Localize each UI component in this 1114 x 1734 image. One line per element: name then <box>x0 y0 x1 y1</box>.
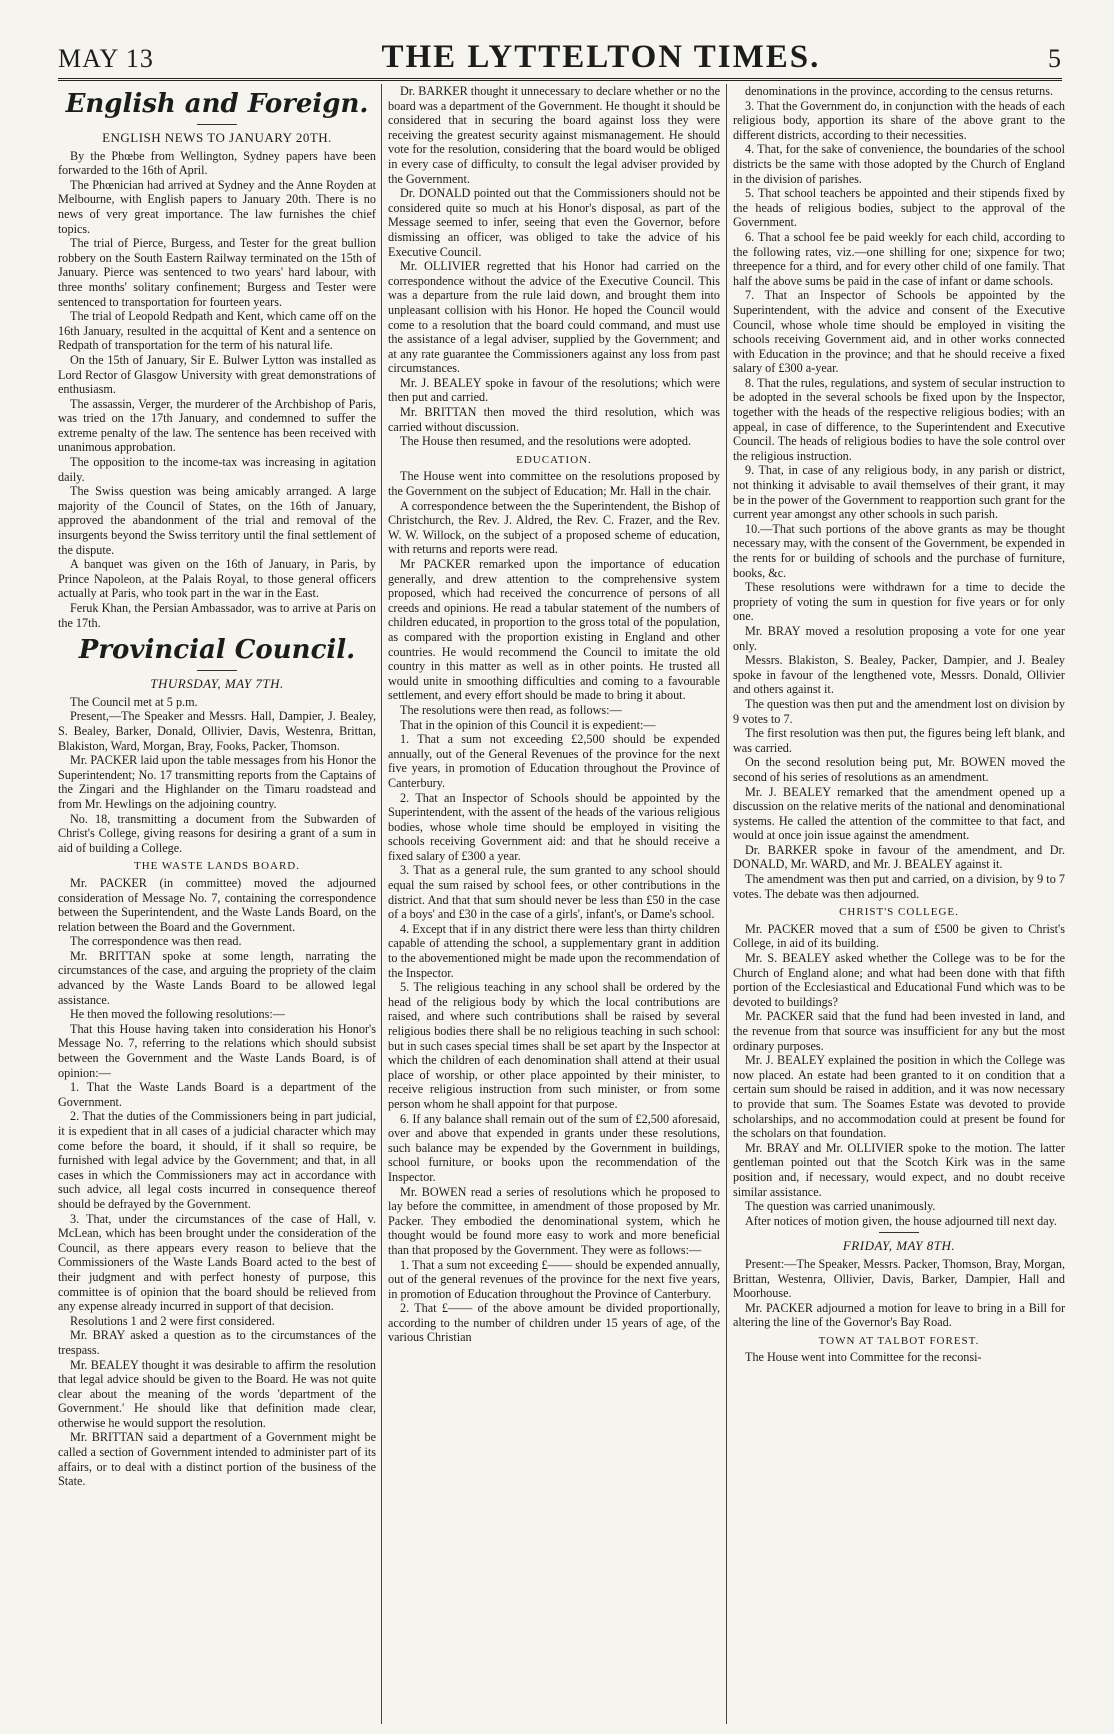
column-rule <box>381 84 382 1724</box>
column-rule <box>726 84 727 1724</box>
paragraph: Mr. BRAY asked a question as to the circumstances of the trespass. <box>58 1328 376 1357</box>
subheading: CHRIST'S COLLEGE. <box>839 906 959 919</box>
paragraph: 2. That the duties of the Commissioners being in part judicial, it is expedient that in all cases of a judicial character which may come before the board, it should, if it shall so require, be furnished with legal advice by the Government; and that, in all cases in which the Commissioners may act in accordance with such advice, all legal costs incurred in consequence thereof should be defrayed by the Government. <box>58 1109 376 1211</box>
section-title: English and Foreign. <box>65 89 369 119</box>
paragraph: 8. That the rules, regulations, and system of secular instruction to be adopted in the several schools be fixed upon by the Inspector, together with the heads of the respective religious bodies; with an appeal, in case of difference, to the Superintendent and Executive Council. The heads of religious bodies to have the sole control over the religious instruction. <box>733 375 1065 463</box>
paragraph: No. 18, transmitting a document from the Subwarden of Christ's College, giving reasons for desiring a grant of a sum in aid of building a College. <box>58 811 376 855</box>
paragraph: 6. If any balance shall remain out of the sum of £2,500 aforesaid, over and above that expended in grants under these resolutions, such balance may be expended by the Government in buildings, school furniture, or books upon the recommendation of the Inspector. <box>388 1111 720 1184</box>
divider <box>197 124 237 125</box>
paragraph: Mr. BOWEN read a series of resolutions which he proposed to lay before the committee, in amendment of those proposed by Mr. Packer. They embodied the denominational system, which he thought would be found more easy to work and more beneficial than that proposed by the Government. They were as follows:— <box>388 1184 720 1257</box>
paragraph: A correspondence between the the Superintendent, the Bishop of Christchurch, the Rev. J. Aldred, the Rev. C. Frazer, and the Rev. W. W. Willock, on the subject of a proposed scheme of education, with returns and reports were read. <box>388 498 720 557</box>
paragraph: Mr. BRITTAN said a department of a Government might be called a section of Government intended to administer part of its affairs, or to deal with a distinct portion of the business of the State. <box>58 1430 376 1489</box>
paragraph: 3. That, under the circumstances of the case of Hall, v. McLean, which has been brought under the consideration of the Council, as there appears every reason to believe that the Commissioners of the Waste Lands Board acted to the best of their judgment and with perfect honesty of purpose, this committee is of opinion that the board should be relieved from any expense already incurred in support of that decision. <box>58 1211 376 1314</box>
paragraph: Mr. BEALEY thought it was desirable to affirm the resolution that legal advice should be given to the Board. He was not quite clear about the meaning of the words 'department of the Government.' He should like that definition made clear, otherwise he would support the resolution. <box>58 1357 376 1430</box>
paragraph: denominations in the province, according to the census returns. <box>745 84 1053 98</box>
paragraph: Mr. PACKER adjourned a motion for leave to bring in a Bill for altering the line of the Governor's Bay Road. <box>733 1300 1065 1330</box>
subheading: EDUCATION. <box>516 453 592 466</box>
masthead <box>58 34 1062 81</box>
paragraph: The assassin, Verger, the murderer of the Archbishop of Paris, was tried on the 17th January, and condemned to suffer the extreme penalty of the law. The sentence has been received with unanimous approbation. <box>58 396 376 455</box>
paragraph: Mr. J. BEALEY spoke in favour of the resolutions; which were then put and carried. <box>388 375 720 405</box>
paragraph: Dr. BARKER thought it unnecessary to declare whether or no the board was a department of the Government. He thought it should be considered that in securing the board against loss they were receiving the greatest security against mismanagement. He should vote for the resolution, considering that the board would be obliged in every case of difficulty, to consult the legal adviser provided by the Government. <box>388 84 720 186</box>
paragraph: The Phœnician had arrived at Sydney and the Anne Royden at Melbourne, with English papers to January 20th. There is no news of very great importance. The law furnishes the chief topics. <box>58 177 376 236</box>
paragraph: Resolutions 1 and 2 were first considered. <box>70 1313 275 1328</box>
divider <box>197 670 237 671</box>
paragraph: Mr. PACKER moved that a sum of £500 be given to Christ's College, in aid of its building. <box>733 921 1065 951</box>
paragraph: The House then resumed, and the resolutions were adopted. <box>400 434 692 449</box>
paragraph: Mr. BRAY moved a resolution proposing a vote for one year only. <box>733 623 1065 653</box>
article-heading: ENGLISH NEWS TO JANUARY 20TH. <box>102 130 332 145</box>
paragraph: 5. The religious teaching in any school shall be ordered by the head of the religious body by which the local contributions are raised, and where such contributions shall be raised by several religious bodies there shall be no religious teaching in such school: but in such cases special times shall be set apart by the Inspector at which the children of each denomination shall attend at their usual place of worship, or other place appointed by their minister, to receive religious instruction from such minister, or from some person whom he shall appoint for that purpose. <box>388 980 720 1111</box>
paragraph: 7. That an Inspector of Schools be appointed by the Superintendent, with the advice and consent of the Executive Council, whose whole time should be employed in visiting the schools receiving Government aid, and in other works connected with Education in the province; and that he should receive a fixed salary of £300 a-year. <box>733 288 1065 376</box>
paragraph: 1. That a sum not exceeding £2,500 should be expended annually, out of the General Revenues of the province for the next five years, in promotion of Education throughout the Province of Canterbury. <box>388 732 720 790</box>
paragraph: 2. That £—— of the above amount be divided proportionally, according to the number of children under 15 years of age, of the various Christian <box>388 1301 720 1345</box>
section-title: Provincial Council. <box>78 635 356 666</box>
paragraph: 2. That an Inspector of Schools should be appointed by the Superintendent, with the assent of the heads of the various religious bodies, whose whole time should be employed in visiting the schools receiving Government aid: and that he should receive a fixed salary of £300 a year. <box>388 790 720 863</box>
paragraph: Mr. PACKER (in committee) moved the adjourned consideration of Message No. 7, containing the correspondence between the Superintendent, and the Waste Lands Board, on the relation between the Board and the Government. <box>58 875 376 934</box>
paragraph: He then moved the following resolutions:— <box>70 1007 285 1022</box>
paragraph: The Council met at 5 p.m. <box>70 694 198 709</box>
paragraph: Mr. BRITTAN spoke at some length, narrating the circumstances of the case, and arguing the propriety of the claim advanced by the Waste Lands Board to be allowed legal assistance. <box>58 948 376 1007</box>
paragraph: Messrs. Blakiston, S. Bealey, Packer, Dampier, and J. Bealey spoke in favour of the lengthened vote, Messrs. Donald, Ollivier and others against it. <box>733 653 1065 697</box>
paragraph: The correspondence was then read. <box>70 934 242 949</box>
paragraph: The question was carried unanimously. <box>745 1199 936 1214</box>
paragraph: The Swiss question was being amicably arranged. A large majority of the Council of States, on the 16th of January, approved the abandonment of the trial and removal of the insurgents beyond the Swiss territory until the final settlement of the dispute. <box>58 484 376 557</box>
paragraph: 1. That a sum not exceeding £—— should be expended annually, out of the general revenues of the province for the next five years, in promotion of Education throughout the Province of Canterbury. <box>388 1257 720 1301</box>
paragraph: The House went into committee on the resolutions proposed by the Government on the subject of Education; Mr. Hall in the chair. <box>388 469 720 499</box>
paragraph: Mr. PACKER said that the fund had been invested in land, and the revenue from that source was insufficient for any but the most ordinary purposes. <box>733 1009 1065 1053</box>
paragraph: The resolutions were then read, as follows:— <box>400 702 622 717</box>
paragraph: That this House having taken into consideration his Honor's Message No. 7, referring to the relations which should subsist between the Government and the Waste Lands Board, is of opinion:— <box>58 1021 376 1080</box>
paragraph: 6. That a school fee be paid weekly for each child, according to the following rates, viz.—one shilling for one; sixpence for two; threepence for a third, and for every other child of one family. That half the above sums be paid in the case of infant or dame schools. <box>733 229 1065 288</box>
paragraph: Dr. DONALD pointed out that the Commissioners should not be considered quite so much at his Honor's disposal, as part of the Message seemed to infer, seeing that even the Governor, before dismissing an officer, was obliged to take the advice of his Executive Council. <box>388 186 720 259</box>
column-3 <box>733 84 1065 1724</box>
paragraph: These resolutions were withdrawn for a time to decide the propriety of voting the sum in question for five years or for only one. <box>733 580 1065 624</box>
paragraph: Mr. J. BEALEY explained the position in which the College was now placed. An estate had been granted to it on condition that a certain sum should be raised in addition, and it was now necessary to provide that sum. The Soames Estate was devoted to provide scholarships, and no accommodation could at present be found for the scholars on that foundation. <box>733 1053 1065 1141</box>
paragraph: The House went into Committee for the reconsi- <box>745 1350 982 1365</box>
paragraph: The amendment was then put and carried, on a division, by 9 to 7 votes. The debate was then adjourned. <box>733 872 1065 901</box>
paragraph: Mr. J. BEALEY remarked that the amendment opened up a discussion on the relative merits of the national and denominational systems. He called the attention of the committee to that fact, and would at once join issue against the amendment. <box>733 784 1065 843</box>
page-number: 5 <box>1048 44 1062 73</box>
paragraph: On the 15th of January, Sir E. Bulwer Lytton was installed as Lord Rector of Glasgow University with great demonstrations of enthusiasm. <box>58 352 376 397</box>
issue-date: MAY 13 <box>58 44 154 73</box>
paragraph: Mr. OLLIVIER regretted that his Honor had carried on the correspondence without the advice of the Executive Council. This was a departure from the rule laid down, and brought them into unpleasant collision with his Honor. He hoped the Council would come to a resolution that the board could command, and must use the assistance of a legal adviser, supplied by the Government; and at any rate guarantee the Commissioners against any loss from past circumstances. <box>388 259 720 376</box>
paragraph: Mr PACKER remarked upon the importance of education generally, and drew attention to the comprehensive system proposed, which had received the concurrence of persons of all creeds and opinions. He read a tabular statement of the numbers of children educated, in proportion to the gross total of the population, as compared with the proportion existing in England and other countries. He would recommend the Council to imitate the old country in this matter as well as in other points. He trusted all would unite in smoothing difficulties and coming to a favourable settlement, and every effort should be made to bring it about. <box>388 557 720 703</box>
paragraph: On the second resolution being put, Mr. BOWEN moved the second of his series of resolutions as an amendment. <box>733 755 1065 784</box>
paragraph: 3. That as a general rule, the sum granted to any school should equal the sum raised by school fees, or other contributions in the district. And that that sum should never be less than £50 in the case of a boys' and £30 in the case of a girls', infant's, or Dame's school. <box>388 863 720 922</box>
paragraph: Mr. BRAY and Mr. OLLIVIER spoke to the motion. The latter gentleman pointed out that the Scotch Kirk was in the same position and, if necessary, would expect, and no doubt receive similar assistance. <box>733 1140 1065 1199</box>
date-heading: FRIDAY, MAY 8TH. <box>842 1238 956 1254</box>
paragraph: The question was then put and the amendment lost on division by 9 votes to 7. <box>733 696 1065 726</box>
subheading: THE WASTE LANDS BOARD. <box>133 860 301 873</box>
paragraph: Dr. BARKER spoke in favour of the amendment, and Dr. DONALD, Mr. WARD, and Mr. J. BEALEY against it. <box>733 842 1065 872</box>
paragraph: Mr. BRITTAN then moved the third resolution, which was carried without discussion. <box>388 405 720 434</box>
paragraph: Mr. PACKER laid upon the table messages from his Honor the Superintendent; No. 17 transmitting reports from the Captains of the Zingari and the Highlander on the Timaru roadstead and from Mr. Hewlings on the adjoining country. <box>58 753 376 811</box>
paragraph: Feruk Khan, the Persian Ambassador, was to arrive at Paris on the 17th. <box>58 601 376 630</box>
date-heading: THURSDAY, MAY 7TH. <box>150 676 284 692</box>
paragraph: Present,—The Speaker and Messrs. Hall, Dampier, J. Bealey, S. Bealey, Barker, Donald, Ollivier, Davis, Westenra, Brittan, Blakiston, Ward, Morgan, Bray, Fooks, Packer, Thomson. <box>58 709 376 753</box>
paragraph: A banquet was given on the 16th of January, in Paris, by Prince Napoleon, at the Palais Royal, to those general officers actually at Paris, who took part in the war in the East. <box>58 557 376 601</box>
paragraph: 5. That school teachers be appointed and their stipends fixed by the heads of religious bodies, subject to the approval of the Government. <box>733 186 1065 230</box>
paragraph: 4. Except that if in any district there were less than thirty children capable of attending the school, a supplementary grant in addition to the abovementioned might be made upon the recommendation of the Inspector. <box>388 921 720 980</box>
paragraph: The trial of Pierce, Burgess, and Tester for the great bullion robbery on the South Eastern Railway terminated on the 15th of January. Pierce was sentenced to two years' hard labour, with three months' solitary confinement; Burgess and Tester were sentenced to transportation for fourteen years. <box>58 236 376 309</box>
newspaper-title: THE LYTTELTON TIMES. <box>381 39 821 75</box>
paragraph: That in the opinion of this Council it is expedient:— <box>400 717 656 732</box>
paragraph: The first resolution was then put, the figures being left blank, and was carried. <box>733 726 1065 755</box>
divider <box>879 1232 919 1233</box>
paragraph: 4. That, for the sake of convenience, the boundaries of the school districts be the same with those adopted by the Church of England in the division of parishes. <box>733 142 1065 186</box>
subheading: TOWN AT TALBOT FOREST. <box>818 1334 980 1347</box>
column-1 <box>58 84 376 1724</box>
paragraph: 3. That the Government do, in conjunction with the heads of each religious body, apportion its share of the above grant to the different districts, according to their necessities. <box>733 98 1065 142</box>
paragraph: Present:—The Speaker, Messrs. Packer, Thomson, Bray, Morgan, Brittan, Westenra, Ollivier, Davis, Barker, Dampier, Hall and Moorhouse. <box>733 1256 1065 1301</box>
paragraph: After notices of motion given, the house adjourned till next day. <box>745 1213 1057 1228</box>
paragraph: 1. That the Waste Lands Board is a department of the Government. <box>58 1080 376 1109</box>
paragraph: The opposition to the income-tax was increasing in agitation daily. <box>58 455 376 484</box>
paragraph: By the Phœbe from Wellington, Sydney papers have been forwarded to the 16th of April. <box>58 148 376 178</box>
paragraph: Mr. S. BEALEY asked whether the College was to be for the Church of England alone; and what had been done with that fifth portion of the Ecclesiastical and Educational Fund which was to be devoted to buildings? <box>733 951 1065 1009</box>
column-2 <box>388 84 720 1724</box>
paragraph: 10.—That such portions of the above grants as may be thought necessary may, with the consent of the Government, be expended in the rents for or building of schools and the purchase of furniture, books, &c. <box>733 521 1065 580</box>
paragraph: 9. That, in case of any religious body, in any parish or district, not thinking it advisable to avail themselves of their grant, it may be in the power of the Government to reapportion such grant for the current year amongst any other schools in such parish. <box>733 463 1065 522</box>
paragraph: The trial of Leopold Redpath and Kent, which came off on the 16th January, resulted in the acquittal of Kent and a sentence on Redpath of transportation for the term of his natural life. <box>58 309 376 353</box>
